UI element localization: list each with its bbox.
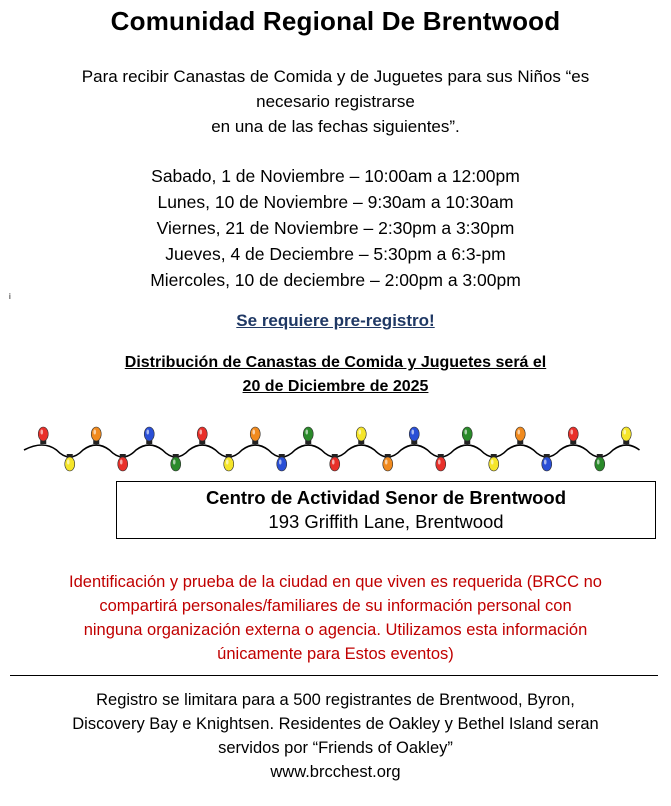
light-bulb-icon [621,427,631,444]
footer-line: Discovery Bay e Knightsen. Residentes de Oakley y Bethel Island seran [72,715,599,733]
light-bulb-icon [250,427,260,444]
light-bulb-icon [462,427,472,444]
light-bulb-icon [91,427,101,444]
light-bulb-icon [409,427,419,444]
light-bulb-icon [568,427,578,444]
light-bulb-icon [356,427,366,444]
christmas-lights-icon [22,420,652,480]
registration-limits [10,688,661,784]
date-item: Miercoles, 10 de deciembre – 2:00pm a 3:00pm [150,270,521,290]
date-item: Lunes, 10 de Noviembre – 9:30am a 10:30am [157,192,514,212]
notice-line: Identificación y prueba de la ciudad en que viven es requerida (BRCC no [69,573,602,591]
light-bulb-icon [515,427,525,444]
registration-dates [0,163,671,293]
light-bulb-icon [197,427,207,444]
date-item: Jueves, 4 de Deciembre – 5:30pm a 6:3-pm [165,244,506,264]
intro-text [20,64,651,139]
date-item: Sabado, 1 de Noviembre – 10:00am a 12:00pm [151,166,520,186]
id-requirement-notice [10,570,661,666]
venue-address: 193 Griffith Lane, Brentwood [268,511,504,532]
notice-line: ninguna organización externa o agencia. Utilizamos esta información [83,621,588,639]
divider [10,675,658,676]
notice-line: compartirá personales/familiares de su información personal con [99,597,572,615]
distribution-notice [0,351,671,399]
date-item: Viernes, 21 de Noviembre – 2:30pm a 3:30pm [156,218,515,238]
distribution-date: 20 de Diciembre de 2025 [242,378,429,395]
venue-box [116,481,656,539]
light-bulb-icon [303,427,313,444]
footer-line: Registro se limitara para a 500 registrantes de Brentwood, Byron, [96,691,575,709]
footer-line: servidos por “Friends of Oakley” [218,739,453,757]
light-bulb-icon [144,427,154,444]
intro-line: en una de las fechas siguientes”. [211,117,460,136]
intro-line: Para recibir Canastas de Comida y de Juguetes para sus Niños “es [81,67,590,86]
preregistration-notice: Se requiere pre-registro! [236,311,435,330]
notice-line: únicamente para Estos eventos) [217,645,454,663]
intro-line: necesario registrarse [256,92,415,111]
light-bulb-icon [38,427,48,444]
website-link[interactable]: www.brcchest.org [270,763,401,781]
page-title: Comunidad Regional De Brentwood [110,6,561,36]
venue-name: Centro de Actividad Senor de Brentwood [205,487,567,508]
distribution-line: Distribución de Canastas de Comida y Juguetes será el [124,354,547,371]
stray-mark: i [9,292,11,301]
